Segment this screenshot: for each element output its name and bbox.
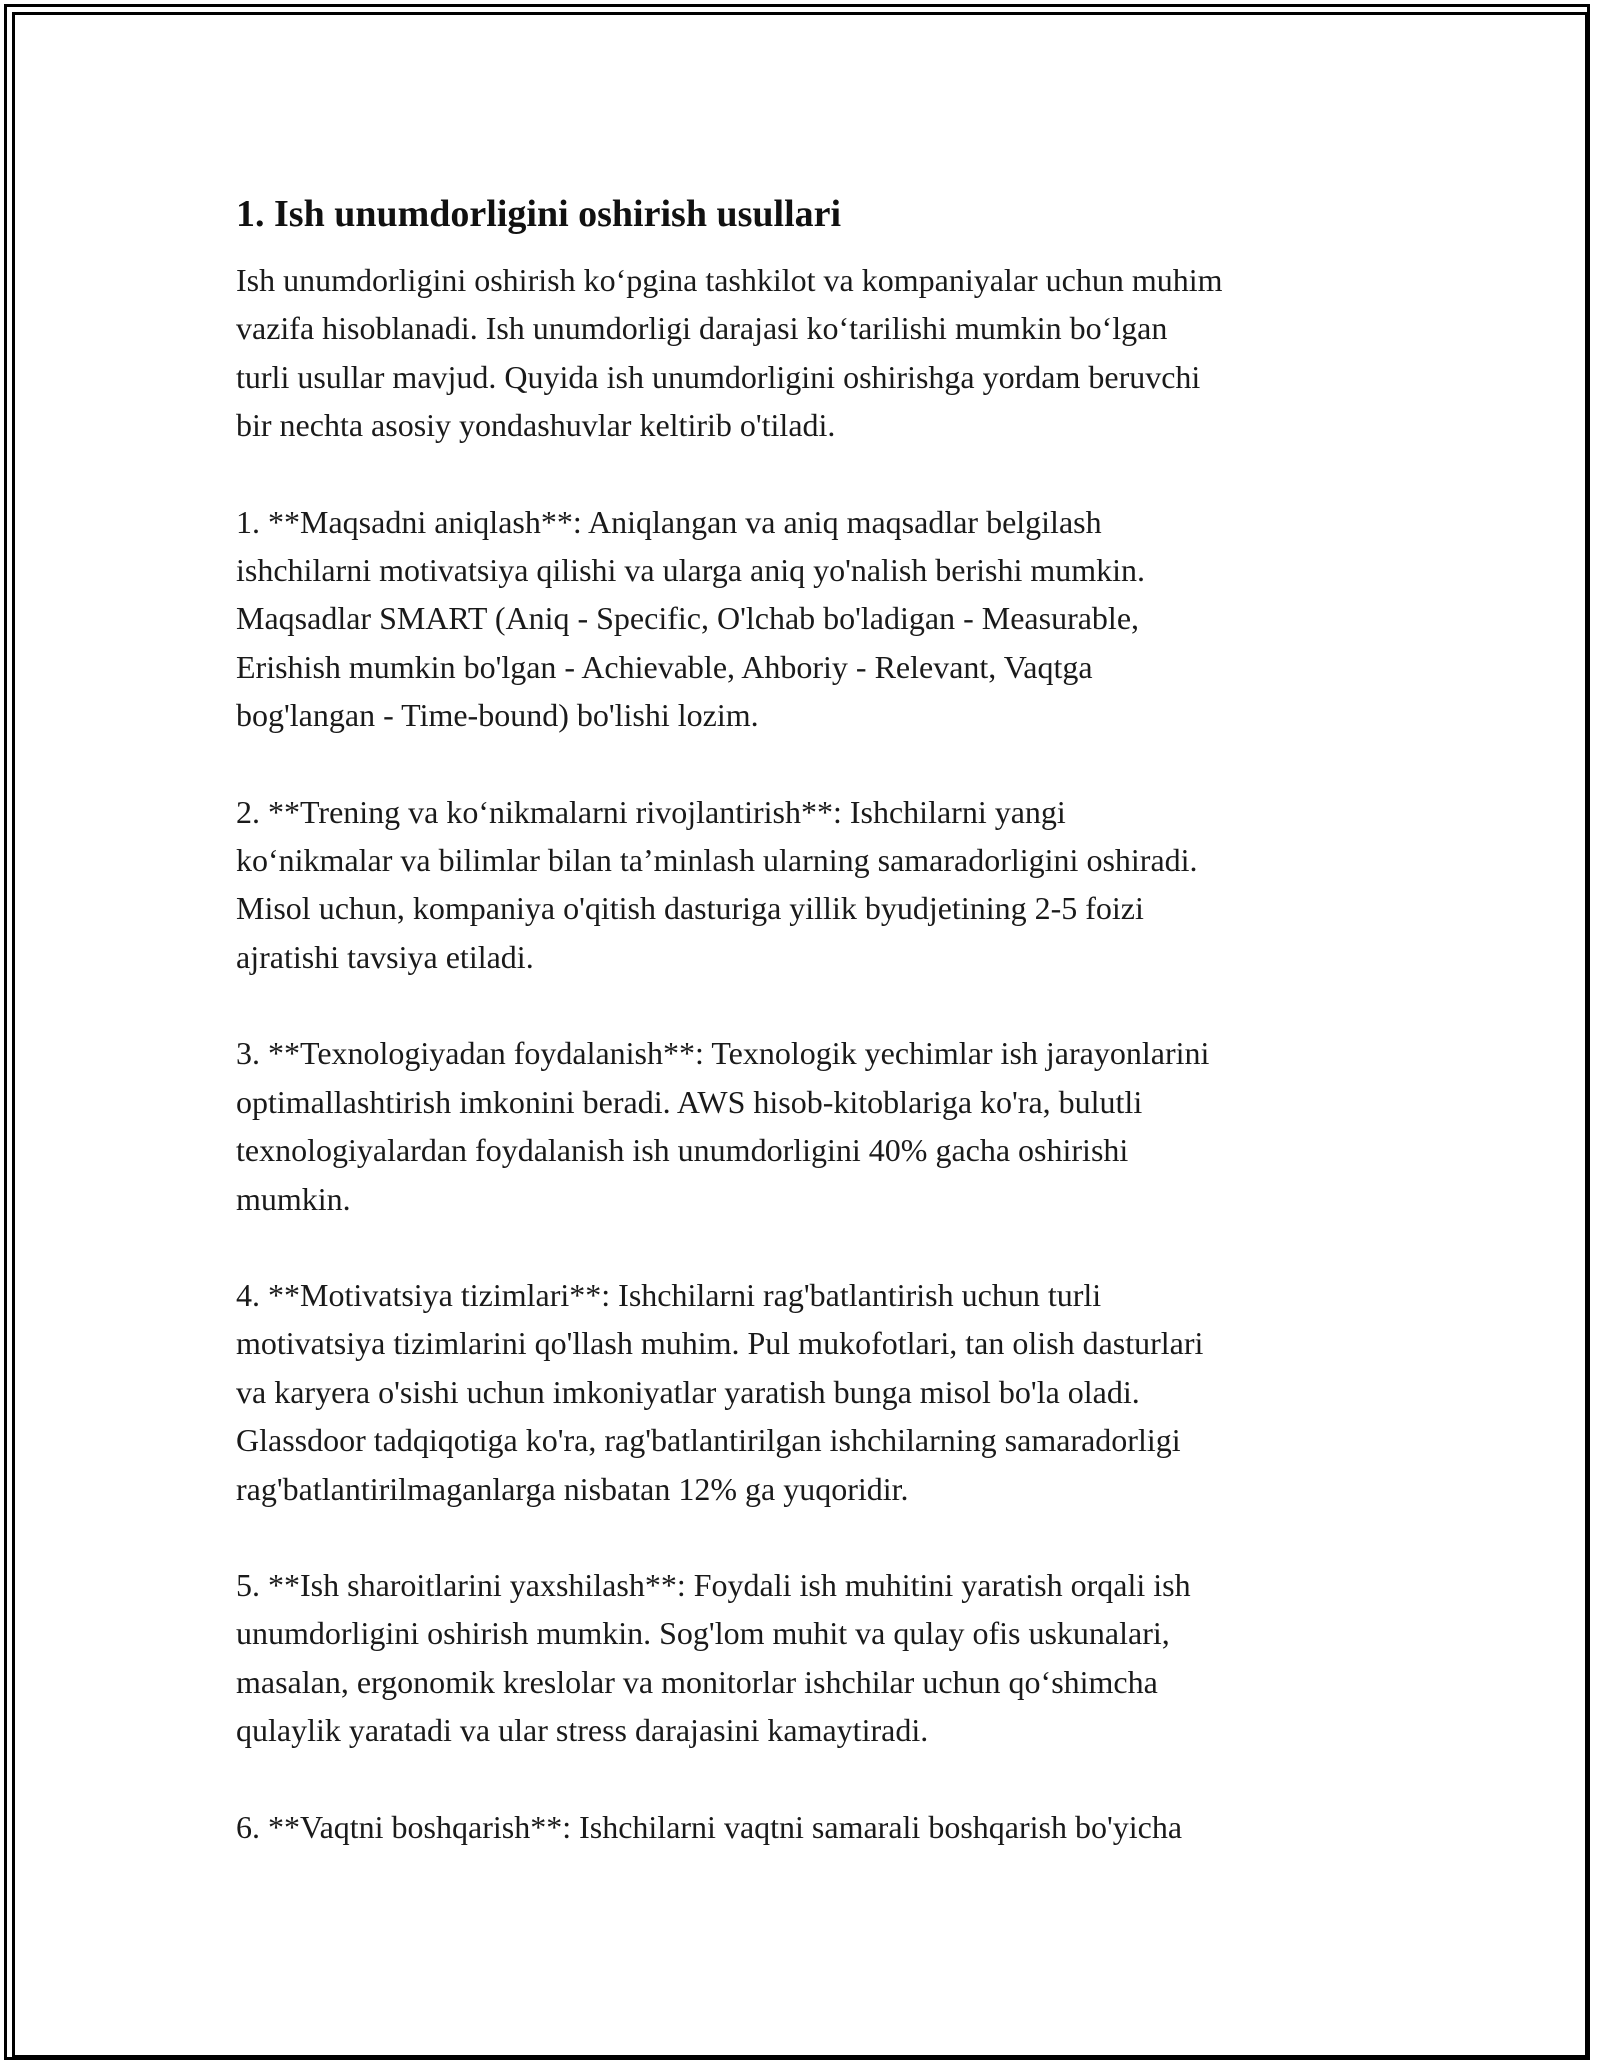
- intro-line: bir nechta asosiy yondashuvlar keltirib o'tiladi.: [236, 407, 836, 444]
- list-item-trening: [236, 788, 1396, 982]
- item-line: 6. **Vaqtni boshqarish**: Ishchilarni vaqtni samarali boshqarish bo'yicha: [236, 1808, 1183, 1845]
- item-line: Maqsadlar SMART (Aniq - Specific, O'lchab bo'ladigan - Measurable,: [236, 600, 1140, 637]
- item-line: Erishish mumkin bo'lgan - Achievable, Ahboriy - Relevant, Vaqtga: [236, 648, 1093, 685]
- item-line: 3. **Texnologiyadan foydalanish**: Texnologik yechimlar ish jarayonlarini: [236, 1035, 1210, 1072]
- item-line: texnologiyalardan foydalanish ish unumdorligini 40% gacha oshirishi: [236, 1132, 1129, 1169]
- item-line: Glassdoor tadqiqotiga ko'ra, rag'batlantirilgan ishchilarning samaradorligi: [236, 1422, 1181, 1459]
- list-item-texnologiya: [236, 1029, 1396, 1223]
- item-line: 5. **Ish sharoitlarini yaxshilash**: Foydali ish muhitini yaratish orqali ish: [236, 1566, 1191, 1603]
- item-line: motivatsiya tizimlarini qo'llash muhim. Pul mukofotlari, tan olish dasturlari: [236, 1325, 1204, 1362]
- item-line: masalan, ergonomik kreslolar va monitorlar ishchilar uchun qo‘shimcha: [236, 1663, 1158, 1700]
- item-line: unumdorligini oshirish mumkin. Sog'lom muhit va qulay ofis uskunalari,: [236, 1615, 1170, 1652]
- list-item-ish-sharoitlari: [236, 1561, 1396, 1755]
- item-line: ko‘nikmalar va bilimlar bilan ta’minlash ularning samaradorligini oshiradi.: [236, 842, 1198, 879]
- list-item-maqsadni-aniqlash: [236, 498, 1396, 740]
- item-line: ajratishi tavsiya etiladi.: [236, 938, 534, 975]
- item-line: mumkin.: [236, 1180, 351, 1217]
- document-body: [236, 186, 1396, 1851]
- item-line: Misol uchun, kompaniya o'qitish dasturiga yillik byudjetining 2-5 foizi: [236, 890, 1144, 927]
- intro-line: vazifa hisoblanadi. Ish unumdorligi darajasi ko‘tarilishi mumkin bo‘lgan: [236, 310, 1168, 347]
- intro-line: Ish unumdorligini oshirish ko‘pgina tashkilot va kompaniyalar uchun muhim: [236, 262, 1223, 298]
- item-line: rag'batlantirilmaganlarga nisbatan 12% ga yuqoridir.: [236, 1470, 909, 1507]
- item-line: qulaylik yaratadi va ular stress darajasini kamaytiradi.: [236, 1712, 929, 1749]
- section-title: 1. Ish unumdorligini oshirish usullari: [236, 193, 842, 235]
- item-line: 4. **Motivatsiya tizimlari**: Ishchilarni rag'batlantirish uchun turli: [236, 1276, 1102, 1313]
- list-item-vaqtni-boshqarish: [236, 1803, 1396, 1851]
- list-item-motivatsiya: [236, 1271, 1396, 1513]
- item-line: bog'langan - Time-bound) bo'lishi lozim.: [236, 697, 759, 734]
- item-line: 1. **Maqsadni aniqlash**: Aniqlangan va aniq maqsadlar belgilash: [236, 503, 1102, 540]
- intro-line: turli usullar mavjud. Quyida ish unumdorligini oshirishga yordam beruvchi: [236, 358, 1201, 395]
- intro-paragraph: [236, 256, 1396, 450]
- item-line: optimallashtirish imkonini beradi. AWS hisob-kitoblariga ko'ra, bulutli: [236, 1083, 1143, 1120]
- item-line: 2. **Trening va ko‘nikmalarni rivojlantirish**: Ishchilarni yangi: [236, 793, 1066, 830]
- item-line: va karyera o'sishi uchun imkoniyatlar yaratish bunga misol bo'la oladi.: [236, 1373, 1140, 1410]
- item-line: ishchilarni motivatsiya qilishi va ularga aniq yo'nalish berishi mumkin.: [236, 552, 1146, 589]
